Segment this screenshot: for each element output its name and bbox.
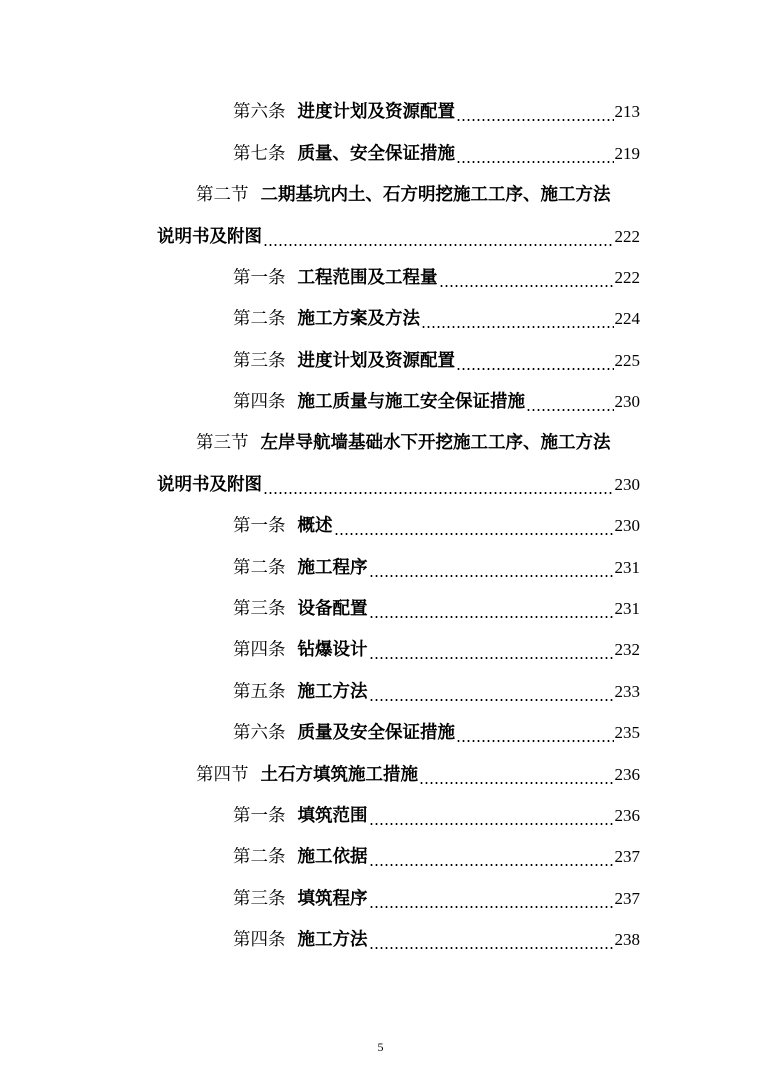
dot-leader <box>439 267 614 289</box>
toc-label: 第三条 <box>233 351 286 371</box>
toc-label: 第四条 <box>233 640 286 660</box>
toc-title: 进度计划及资源配置 <box>297 351 455 371</box>
toc-entry[interactable] <box>233 342 640 372</box>
toc-page-number: 235 <box>614 723 640 742</box>
dot-leader <box>369 888 614 910</box>
toc-label: 第七条 <box>233 144 286 164</box>
toc-title: 左岸导航墙基础水下开挖施工工序、施工方法 <box>260 433 611 453</box>
toc-title: 说明书及附图 <box>157 475 262 495</box>
dot-leader <box>421 308 614 330</box>
dot-leader <box>334 515 614 537</box>
toc-page-number: 237 <box>614 889 640 908</box>
dot-leader <box>456 350 614 372</box>
toc-page-number: 230 <box>614 392 640 411</box>
toc-page-number: 233 <box>614 682 640 701</box>
toc-title: 施工方法 <box>297 930 368 950</box>
toc-label: 第一条 <box>233 806 286 826</box>
toc-label: 第六条 <box>233 723 286 743</box>
toc-label: 第二条 <box>233 309 286 329</box>
dot-leader <box>369 805 614 827</box>
toc-page-number: 224 <box>614 309 640 328</box>
toc-title: 质量、安全保证措施 <box>297 144 455 164</box>
toc-page-number: 237 <box>614 847 640 866</box>
dot-leader <box>369 681 614 703</box>
toc-title: 设备配置 <box>297 599 368 619</box>
dot-leader <box>526 391 614 413</box>
toc-page-number: 231 <box>614 599 640 618</box>
toc-entry-continuation[interactable] <box>157 466 640 496</box>
toc-section-entry[interactable] <box>196 756 640 786</box>
toc-title: 施工方法 <box>297 682 368 702</box>
toc-page-number: 222 <box>614 227 640 246</box>
toc-section-heading[interactable] <box>196 176 640 206</box>
toc-entry[interactable] <box>233 880 640 910</box>
toc-label: 第三节 <box>196 433 249 453</box>
toc-title: 施工方案及方法 <box>297 309 420 329</box>
toc-section-heading[interactable] <box>196 424 640 454</box>
dot-leader <box>369 846 614 868</box>
toc-entry[interactable] <box>233 259 640 289</box>
toc-label: 第二节 <box>196 185 249 205</box>
dot-leader <box>369 639 614 661</box>
toc-label: 第二条 <box>233 847 286 867</box>
dot-leader <box>369 929 614 951</box>
toc-label: 第四条 <box>233 392 286 412</box>
toc-title: 质量及安全保证措施 <box>297 723 455 743</box>
dot-leader <box>456 143 614 165</box>
toc-entry[interactable] <box>233 383 640 413</box>
toc-entry[interactable] <box>233 135 640 165</box>
toc-title: 进度计划及资源配置 <box>297 102 455 122</box>
toc-page-number: 222 <box>614 268 640 287</box>
toc-title: 施工质量与施工安全保证措施 <box>297 392 525 412</box>
toc-entry[interactable] <box>233 673 640 703</box>
toc-title: 土石方填筑施工措施 <box>260 765 418 785</box>
toc-title: 说明书及附图 <box>157 227 262 247</box>
toc-page-number: 225 <box>614 351 640 370</box>
toc-label: 第三条 <box>233 599 286 619</box>
dot-leader <box>419 764 614 786</box>
toc-page-number: 219 <box>614 144 640 163</box>
toc-title: 工程范围及工程量 <box>297 268 438 288</box>
toc-title: 二期基坑内土、石方明挖施工工序、施工方法 <box>260 185 611 205</box>
dot-leader <box>456 101 614 123</box>
toc-title: 填筑范围 <box>297 806 368 826</box>
toc-entry[interactable] <box>233 300 640 330</box>
toc-title: 填筑程序 <box>297 889 368 909</box>
toc-label: 第三条 <box>233 889 286 909</box>
toc-entry[interactable] <box>233 590 640 620</box>
toc-page-number: 213 <box>614 102 640 121</box>
toc-entry[interactable] <box>233 838 640 868</box>
toc-page-number: 231 <box>614 558 640 577</box>
toc-title: 施工程序 <box>297 558 368 578</box>
toc-label: 第六条 <box>233 102 286 122</box>
toc-entry[interactable] <box>233 507 640 537</box>
toc-title: 概述 <box>297 516 333 536</box>
toc-label: 第五条 <box>233 682 286 702</box>
toc-entry[interactable] <box>233 549 640 579</box>
toc-label: 第四条 <box>233 930 286 950</box>
toc-page-number: 230 <box>614 475 640 494</box>
dot-leader <box>263 474 614 496</box>
toc-label: 第一条 <box>233 516 286 536</box>
toc-label: 第一条 <box>233 268 286 288</box>
dot-leader <box>456 722 614 744</box>
dot-leader <box>369 598 614 620</box>
toc-page-number: 236 <box>614 765 640 784</box>
toc-page-number: 238 <box>614 930 640 949</box>
toc-entry-continuation[interactable] <box>157 218 640 248</box>
toc-label: 第四节 <box>196 765 249 785</box>
footer-page-number: 5 <box>377 1040 384 1054</box>
toc-entry[interactable] <box>233 93 640 123</box>
dot-leader <box>263 226 614 248</box>
toc-entry[interactable] <box>233 797 640 827</box>
toc-label: 第二条 <box>233 558 286 578</box>
toc-entry[interactable] <box>233 631 640 661</box>
toc-page-number: 230 <box>614 516 640 535</box>
toc-title: 施工依据 <box>297 847 368 867</box>
dot-leader <box>369 557 614 579</box>
toc-title: 钻爆设计 <box>297 640 368 660</box>
toc-entry[interactable] <box>233 714 640 744</box>
toc-page-number: 236 <box>614 806 640 825</box>
toc-entry[interactable] <box>233 921 640 951</box>
toc-page-number: 232 <box>614 640 640 659</box>
